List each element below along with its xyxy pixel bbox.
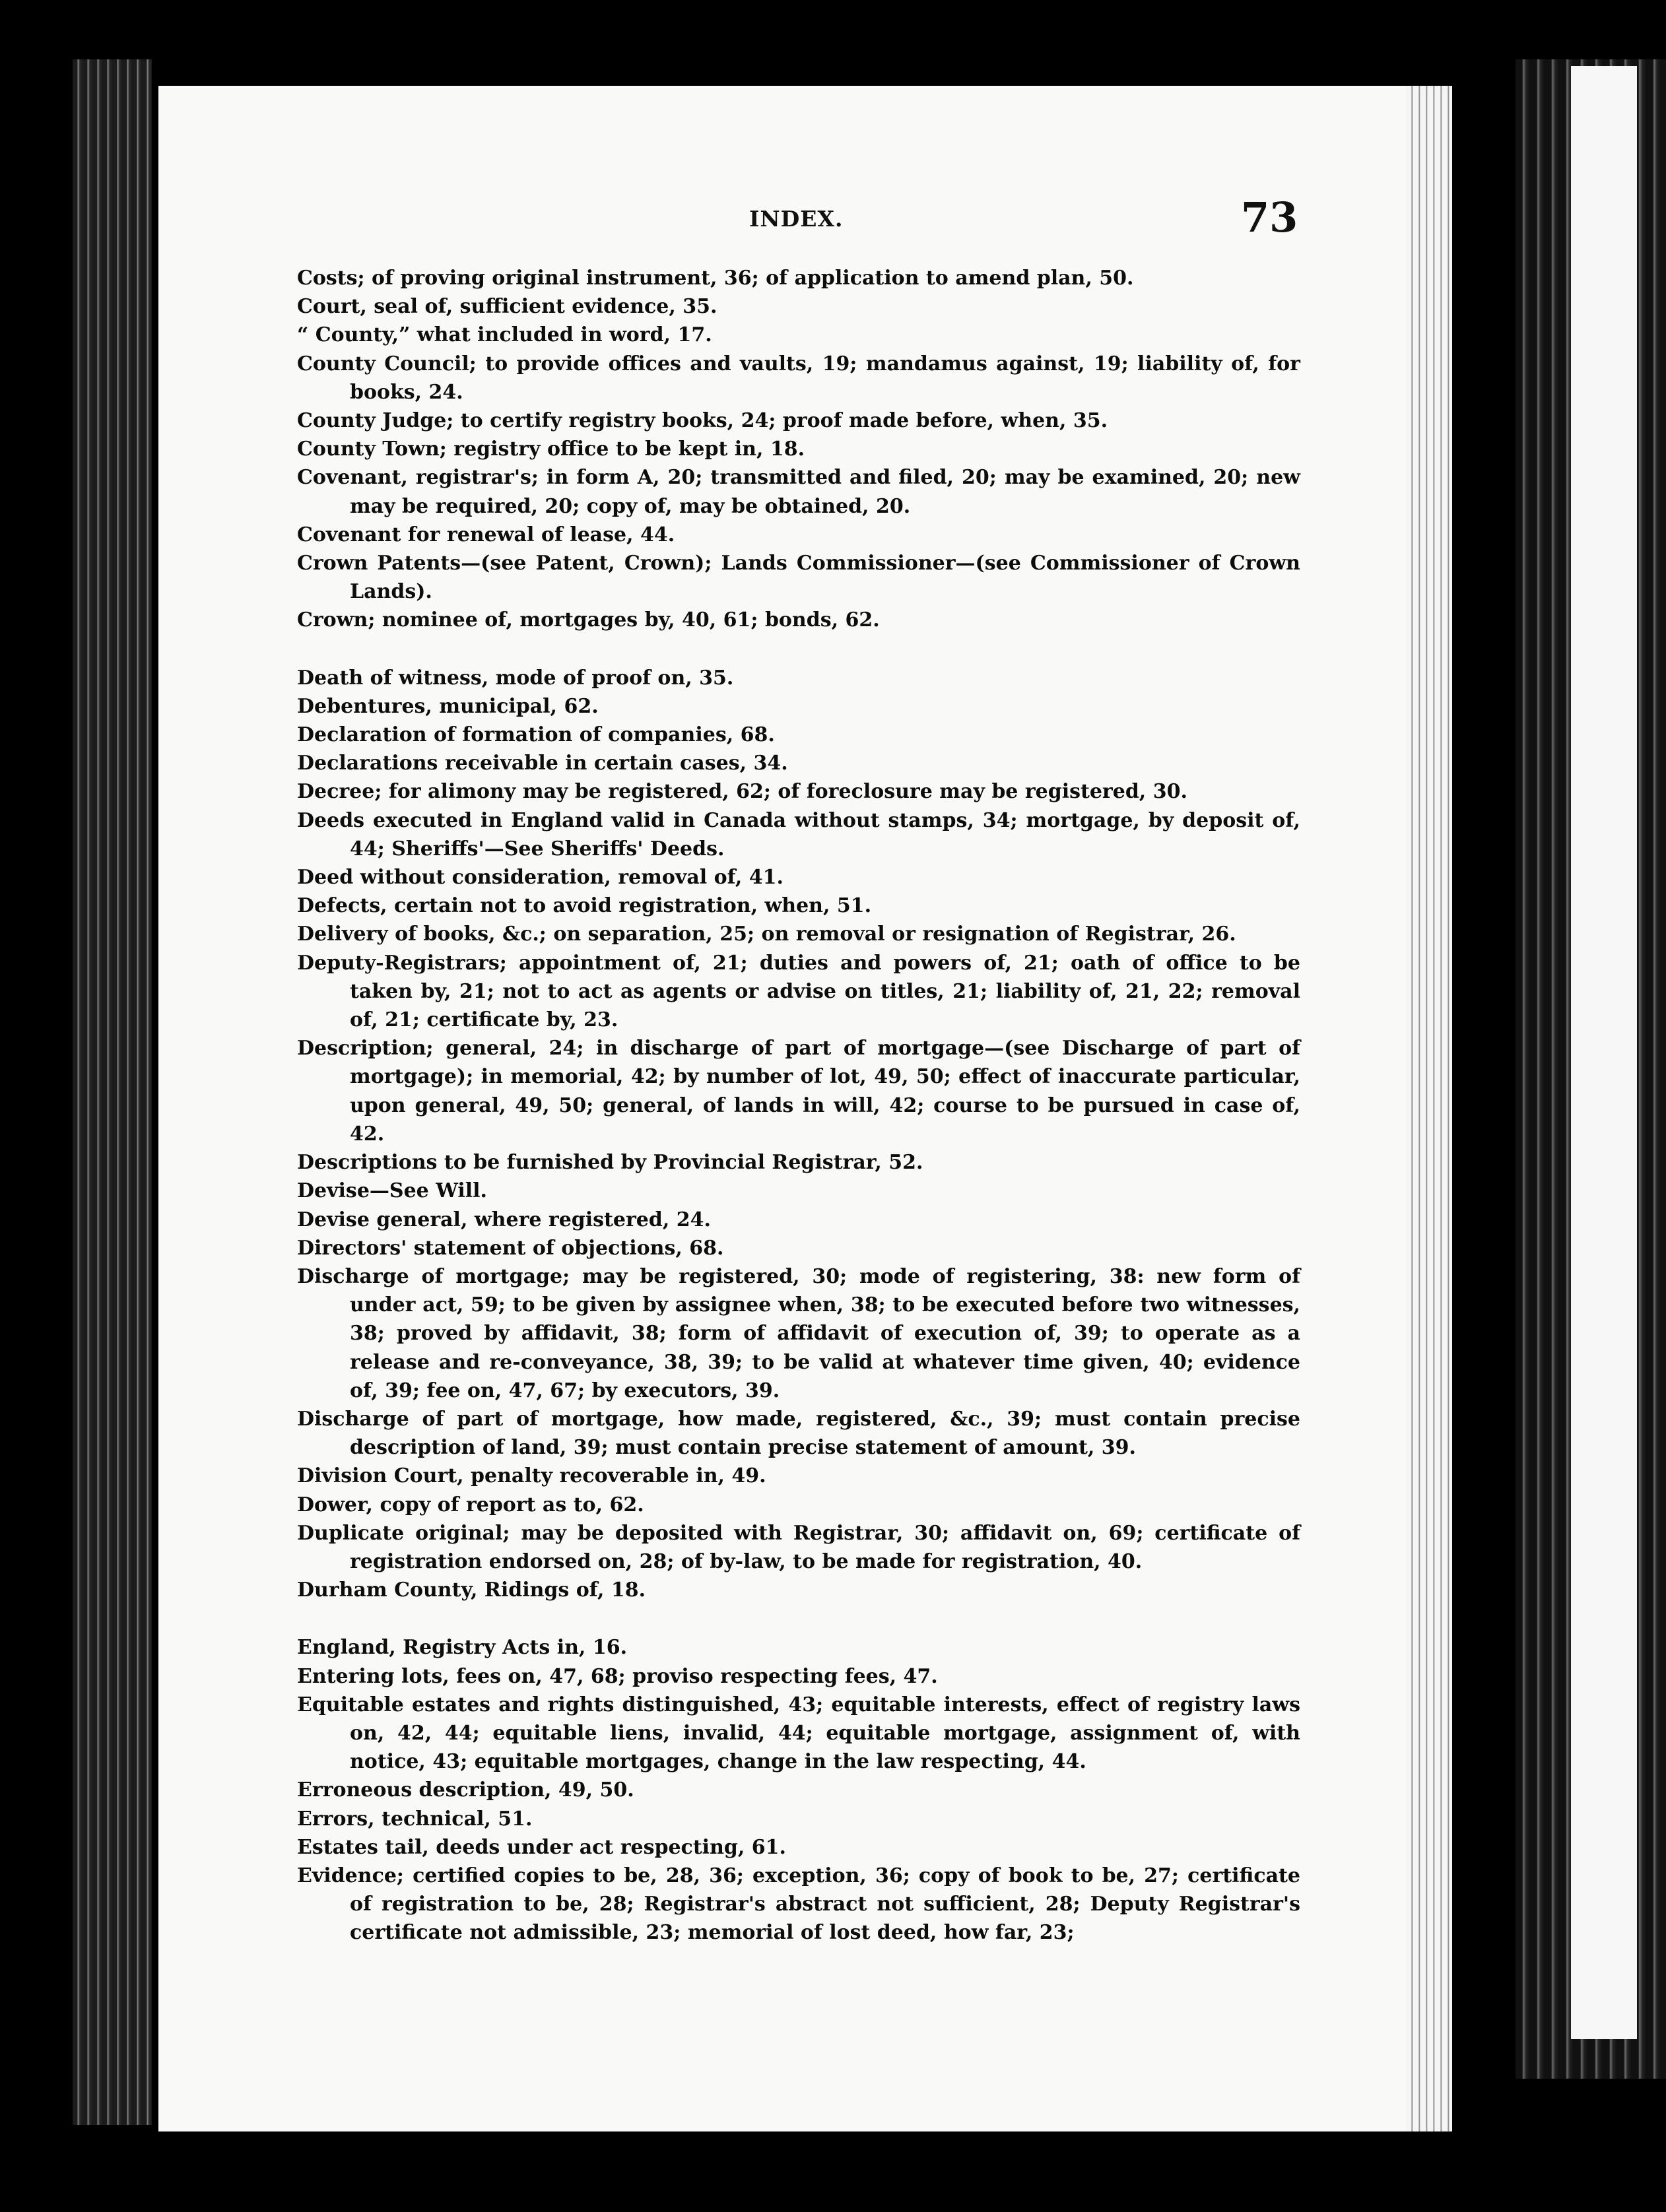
index-entry: Entering lots, fees on, 47, 68; proviso respecting fees, 47. bbox=[297, 1664, 938, 1688]
index-entry: County Council; to provide offices and vaults, 19; mandamus against, 19; liability of, for books, 24. bbox=[297, 352, 1300, 404]
index-entry: Estates tail, deeds under act respecting, 61. bbox=[297, 1835, 786, 1859]
adjacent-page bbox=[1571, 66, 1637, 2039]
index-entry: Deed without consideration, removal of, 41. bbox=[297, 866, 783, 890]
index-entry: Covenant for renewal of lease, 44. bbox=[297, 523, 675, 546]
index-entry: Devise—See Will. bbox=[297, 1179, 487, 1203]
index-entry: Crown; nominee of, mortgages by, 40, 61; bonds, 62. bbox=[297, 608, 880, 632]
index-entry: Description; general, 24; in discharge of part of mortgage—(see Discharge of part of mortgage); in memorial, 42; by number of lot, 49, 50; effect of inaccurate particular, upon general, 49, 50; general, of lands in will, 42; course to be pursued in case of, 42. bbox=[297, 1037, 1300, 1146]
index-entry: “ County,” what included in word, 17. bbox=[297, 323, 712, 347]
index-entry: Crown Patents—(see Patent, Crown); Lands Commissioner—(see Commissioner of Crown Lands). bbox=[297, 552, 1300, 604]
index-entry: Descriptions to be furnished by Provincial Registrar, 52. bbox=[297, 1151, 923, 1175]
index-entry: Decree; for alimony may be registered, 62; of foreclosure may be registered, 30. bbox=[297, 780, 1187, 804]
index-section-e bbox=[297, 1633, 1300, 1947]
index-entry: Division Court, penalty recoverable in, 49. bbox=[297, 1464, 766, 1488]
index-entry: Errors, technical, 51. bbox=[297, 1807, 533, 1831]
index-entry: Covenant, registrar's; in form A, 20; transmitted and filed, 20; may be examined, 20; new may be required, 20; copy of, may be obtained, 20. bbox=[297, 466, 1300, 518]
index-entries bbox=[297, 264, 1300, 1947]
page-fore-edge bbox=[1406, 86, 1452, 2131]
book-binding-edge bbox=[73, 59, 152, 2125]
index-entry: Discharge of mortgage; may be registered, 30; mode of registering, 38: new form of under act, 59; to be given by assignee when, 38; to be executed before two witnesses, 38; proved by affidavit, 38; form of affidavit of execution of, 39; to operate as a release and re-conveyance, 38, 39; to be valid at whatever time given, 40; evidence of, 39; fee on, 47, 67; by executors, 39. bbox=[297, 1264, 1300, 1402]
section-gap bbox=[297, 635, 1300, 664]
index-entry: Delivery of books, &c.; on separation, 25; on removal or resignation of Registrar, 26. bbox=[297, 923, 1236, 946]
index-entry: Duplicate original; may be deposited with Registrar, 30; affidavit on, 69; certificate of registration endorsed on, 28; of by-law, to be made for registration, 40. bbox=[297, 1521, 1300, 1573]
index-entry: Deputy-Registrars; appointment of, 21; duties and powers of, 21; oath of office to be taken by, 21; not to act as agents or advise on titles, 21; liability of, 21, 22; removal of, 21; certificate by, 23. bbox=[297, 951, 1300, 1032]
index-entry: Declarations receivable in certain cases, 34. bbox=[297, 752, 788, 775]
index-entry: Directors' statement of objections, 68. bbox=[297, 1236, 724, 1260]
index-entry: Costs; of proving original instrument, 36; of application to amend plan, 50. bbox=[297, 267, 1134, 290]
running-head: INDEX. bbox=[749, 206, 844, 232]
index-entry: Court, seal of, sufficient evidence, 35. bbox=[297, 295, 717, 319]
index-entry: Defects, certain not to avoid registration, when, 51. bbox=[297, 894, 872, 918]
index-entry: Death of witness, mode of proof on, 35. bbox=[297, 666, 734, 690]
index-section-d bbox=[297, 664, 1300, 1605]
index-entry: County Town; registry office to be kept in, 18. bbox=[297, 438, 805, 461]
index-entry: County Judge; to certify registry books, 24; proof made before, when, 35. bbox=[297, 409, 1108, 433]
index-entry: Durham County, Ridings of, 18. bbox=[297, 1578, 646, 1602]
page-number: 73 bbox=[1241, 193, 1298, 242]
index-entry: England, Registry Acts in, 16. bbox=[297, 1636, 628, 1660]
index-entry: Equitable estates and rights distinguished, 43; equitable interests, effect of registry laws on, 42, 44; equitable liens, invalid, 44; equitable mortgage, assignment of, with notice, 43; equitable mortgages, change in the law respecting, 44. bbox=[297, 1693, 1300, 1774]
index-entry: Dower, copy of report as to, 62. bbox=[297, 1493, 644, 1516]
section-gap bbox=[297, 1604, 1300, 1633]
index-entry: Discharge of part of mortgage, how made, registered, &c., 39; must contain precise description of land, 39; must contain precise statement of amount, 39. bbox=[297, 1407, 1300, 1460]
index-entry: Evidence; certified copies to be, 28, 36; exception, 36; copy of book to be, 27; certificate of registration to be, 28; Registrar's abstract not sufficient, 28; Deputy Registrar's certificate not admissible, 23; memorial of lost deed, how far, 23; bbox=[297, 1864, 1300, 1945]
index-entry: Declaration of formation of companies, 68. bbox=[297, 723, 775, 747]
index-entry: Devise general, where registered, 24. bbox=[297, 1208, 711, 1231]
index-entry: Deeds executed in England valid in Canada without stamps, 34; mortgage, by deposit of, 44; Sheriffs'—See Sheriffs' Deeds. bbox=[297, 808, 1300, 861]
index-entry: Erroneous description, 49, 50. bbox=[297, 1778, 634, 1802]
index-section-c bbox=[297, 264, 1300, 635]
index-entry: Debentures, municipal, 62. bbox=[297, 694, 599, 718]
